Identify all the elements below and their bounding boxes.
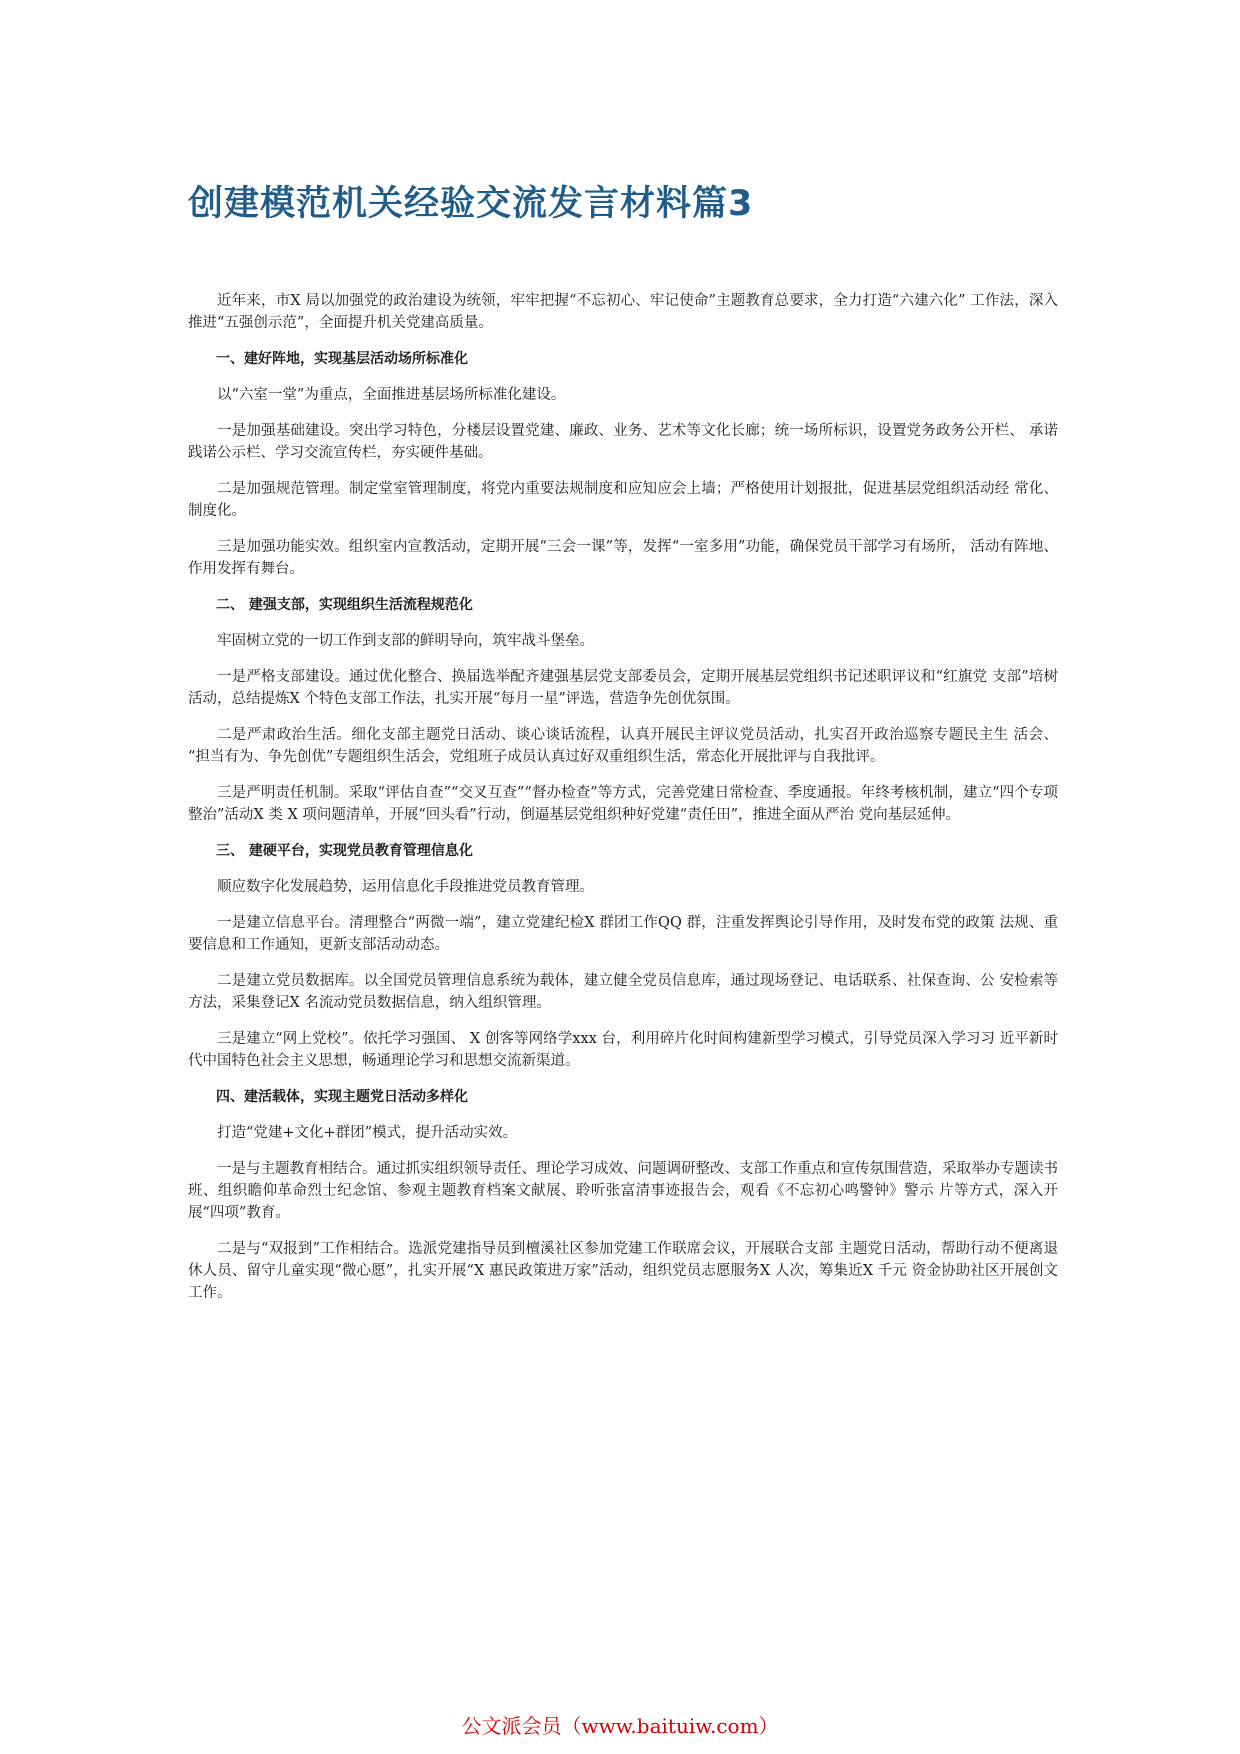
section-1 — [188, 348, 1058, 580]
section-lead: 牢固树立党的一切工作到支部的鲜明导向，筑牢战斗堡垒。 — [217, 633, 594, 649]
section-paragraph: 二是建立党员数据库。以全国党员管理信息系统为载体，建立健全党员信息库，通过现场登记、电话联系、社保查询、公 安检索等方法，采集登记X 名流动党员数据信息，纳入组织管理。 — [188, 973, 1058, 1011]
section-paragraph: 三是加强功能实效。组织室内宣教活动，定期开展“三会一课”等，发挥“一室多用”功能，确保党员干部学习有场所， 活动有阵地、作用发挥有舞台。 — [188, 539, 1058, 577]
section-paragraph: 二是加强规范管理。制定堂室管理制度，将党内重要法规制度和应知应会上墙；严格使用计划报批，促进基层党组织活动经 常化、制度化。 — [188, 481, 1058, 519]
section-paragraph: 二是与“双报到”工作相结合。选派党建指导员到檀溪社区参加党建工作联席会议，开展联合支部 主题党日活动，帮助行动不便离退休人员、留守儿童实现“微心愿”，扎实开展“X 惠民政策进万家”活动，组织党员志愿服务X 人次，筹集近X 千元 资金协助社区开展创文工作。 — [188, 1241, 1058, 1301]
section-paragraph: 三是严明责任机制。采取“评估自查”“交叉互查”“督办检查”等方式，完善党建日常检查、季度通报。年终考核机制，建立“四个专项整治”活动X 类 X 项问题清单，开展“回头看”行动，倒逼基层党组织种好党建“责任田”，推进全面从严治 党向基层延伸。 — [188, 785, 1058, 823]
section-heading: 三、 建硬平台，实现党员教育管理信息化 — [216, 843, 473, 859]
section-paragraph: 三是建立“网上党校”。依托学习强国、 X 创客等网络学xxx 台，利用碎片化时间构建新型学习模式，引导党员深入学习习 近平新时代中国特色社会主义思想，畅通理论学习和思想交流新渠道。 — [188, 1031, 1058, 1069]
section-heading: 一、建好阵地，实现基层活动场所标准化 — [216, 351, 468, 367]
section-paragraph: 一是建立信息平台。清理整合“两微一端”，建立党建纪检X 群团工作QQ 群，注重发挥舆论引导作用，及时发布党的政策 法规、重要信息和工作通知，更新支部活动动态。 — [188, 915, 1058, 953]
section-paragraph: 一是与主题教育相结合。通过抓实组织领导责任、理论学习成效、问题调研整改、支部工作重点和宣传氛围营造，采取举办专题读书班、组织瞻仰革命烈士纪念馆、参观主题教育档案文献展、聆听张富清事迹报告会，观看《不忘初心鸣警钟》警示 片等方式，深入开展“四项”教育。 — [188, 1161, 1058, 1221]
section-2 — [188, 594, 1058, 826]
section-lead: 顺应数字化发展趋势，运用信息化手段推进党员教育管理。 — [217, 879, 594, 895]
document-body — [188, 290, 1058, 1318]
intro-paragraph: 近年来，市X 局以加强党的政治建设为统领，牢牢把握“不忘初心、牢记使命”主题教育总要求，全力打造“六建六化” 工作法，深入推进“五强创示范”，全面提升机关党建高质量。 — [188, 293, 1058, 331]
section-heading: 二、 建强支部，实现组织生活流程规范化 — [216, 597, 473, 613]
section-lead: 以“六室一堂”为重点，全面推进基层场所标准化建设。 — [217, 387, 566, 403]
section-lead: 打造“党建+文化+群团”模式，提升活动实效。 — [217, 1125, 518, 1141]
section-paragraph: 一是加强基础建设。突出学习特色，分楼层设置党建、廉政、业务、艺术等文化长廊；统一场所标识，设置党务政务公开栏、 承诺践诺公示栏、学习交流宣传栏，夯实硬件基础。 — [188, 423, 1058, 461]
section-3 — [188, 840, 1058, 1072]
section-paragraph: 二是严肃政治生活。细化支部主题党日活动、谈心谈话流程，认真开展民主评议党员活动，扎实召开政治巡察专题民主生 活会、 “担当有为、争先创优”专题组织生活会，党组班子成员认真过好双重组织生活，常态化开展批评与自我批评。 — [188, 727, 1058, 765]
section-heading: 四、建活载体，实现主题党日活动多样化 — [216, 1089, 468, 1105]
document-title: 创建模范机关经验交流发言材料篇3 — [188, 184, 754, 224]
footer-watermark: 公文派会员（www.baituiw.com） — [461, 1714, 779, 1738]
section-paragraph: 一是严格支部建设。通过优化整合、换届选举配齐建强基层党支部委员会，定期开展基层党组织书记述职评议和“红旗党 支部”培树活动，总结提炼X 个特色支部工作法，扎实开展“每月一星”评选，营造争先创优氛围。 — [188, 669, 1058, 707]
section-4 — [188, 1086, 1058, 1304]
